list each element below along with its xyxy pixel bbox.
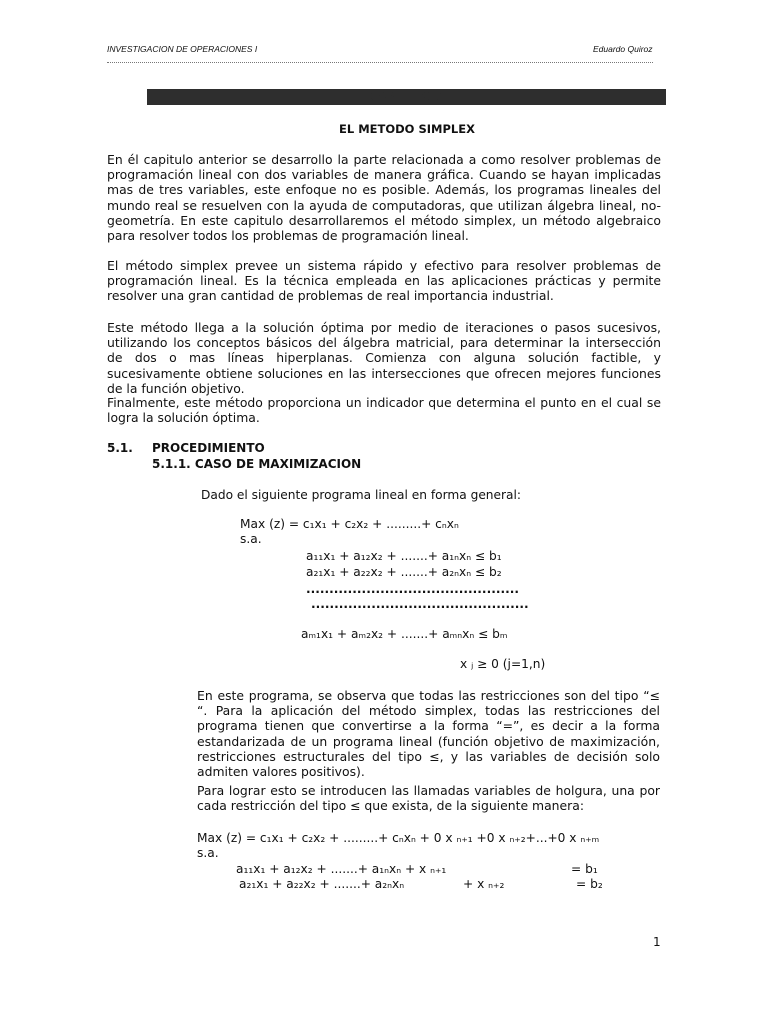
running-header-author: Eduardo Quiroz — [593, 44, 653, 54]
standard-constraint-1: a₁₁x₁ + a₁₂x₂ + .......+ a₁ₙxₙ + x ₙ₊₁ — [236, 862, 447, 876]
standard-constraint-1-rhs: = b₁ — [571, 862, 598, 876]
model-intro: Dado el siguiente programa lineal en forma general: — [201, 488, 522, 502]
running-header-title: INVESTIGACION DE OPERACIONES I — [107, 44, 258, 54]
standard-constraint-2-rhs: = b₂ — [576, 877, 603, 891]
constraint-row-2: a₂₁x₁ + a₂₂x₂ + .......+ a₂ₙxₙ ≤ b₂ — [306, 565, 502, 579]
constraint-row-m: aₘ₁x₁ + aₘ₂x₂ + .......+ aₘₙxₙ ≤ bₘ — [301, 627, 508, 641]
paragraph-indicator: Finalmente, este método proporciona un indicador que determina el punto en el cual se logra la solución óptima. — [107, 395, 661, 426]
objective-function: Max (z) = c₁x₁ + c₂x₂ + .........+ cₙxₙ — [240, 517, 459, 531]
paragraph-standard-form: En este programa, se observa que todas las restricciones son del tipo “≤ “. Para la aplicación del método simplex, todas las restricciones del programa tienen que convertirse a la forma “=”, es decir a la forma estandarizada de un programa lineal (función objetivo de maximización, restricciones estructurales del tipo ≤, y las variables de decisión solo admiten valores positivos). — [197, 688, 660, 780]
constraint-row-1: a₁₁x₁ + a₁₂x₂ + .......+ a₁ₙxₙ ≤ b₁ — [306, 549, 502, 563]
standard-constraint-2-slack: + x ₙ₊₂ — [463, 877, 505, 891]
standard-constraint-2: a₂₁x₁ + a₂₂x₂ + .......+ a₂ₙxₙ — [239, 877, 405, 891]
objective-function-standard: Max (z) = c₁x₁ + c₂x₂ + .........+ cₙxₙ + 0 x ₙ₊₁ +0 x ₙ₊₂+...+0 x ₙ₊ₘ — [197, 831, 600, 845]
subsection-title: 5.1.1. CASO DE MAXIMIZACION — [152, 457, 362, 471]
paragraph-simplex: El método simplex prevee un sistema rápido y efectivo para resolver problemas de programación lineal. Es la técnica empleada en las aplicaciones prácticas y permite resolver una gran cantidad de problemas de real importancia industrial. — [107, 258, 661, 304]
nonnegativity-condition: x ⱼ ≥ 0 (j=1,n) — [460, 657, 546, 671]
subject-to-label: s.a. — [240, 532, 262, 546]
paragraph-intro: En él capitulo anterior se desarrollo la parte relacionada a como resolver problemas de programación lineal con dos variables de manera gráfica. Cuando se hayan implicadas mas de tres variables, este enfoque no es posible. Además, los programas lineales del mundo real se resuelven con la ayuda de computadoras, que utilizan álgebra lineal, no-geometría. En este capitulo desarrollaremos el método simplex, un método algebraico para resolver todos los problemas de programación lineal. — [107, 152, 661, 244]
section-number: 5.1. — [107, 441, 133, 455]
paragraph-slack-variables: Para lograr esto se introducen las llamadas variables de holgura, una por cada restricción del tipo ≤ que exista, de la siguiente manera: — [197, 783, 660, 814]
ellipsis-row-1: .............................................. — [306, 582, 519, 596]
chapter-heading: CAPITULO V — [147, 89, 666, 105]
paragraph-iterations: Este método llega a la solución óptima por medio de iteraciones o pasos sucesivos, utilizando los conceptos básicos del álgebra matricial, para determinar la intersección de dos o mas líneas hiperplanas. Comienza con alguna solución factible, y sucesivamente obtiene soluciones en las intersecciones que ofrecen mejores funciones de la función objetivo. — [107, 320, 661, 396]
section-title: PROCEDIMIENTO — [152, 441, 265, 455]
chapter-title: EL METODO SIMPLEX — [339, 122, 475, 136]
subject-to-label-2: s.a. — [197, 846, 219, 860]
page-number: 1 — [653, 935, 661, 949]
ellipsis-row-2: ............................................... — [311, 597, 529, 611]
header-divider — [107, 62, 653, 63]
